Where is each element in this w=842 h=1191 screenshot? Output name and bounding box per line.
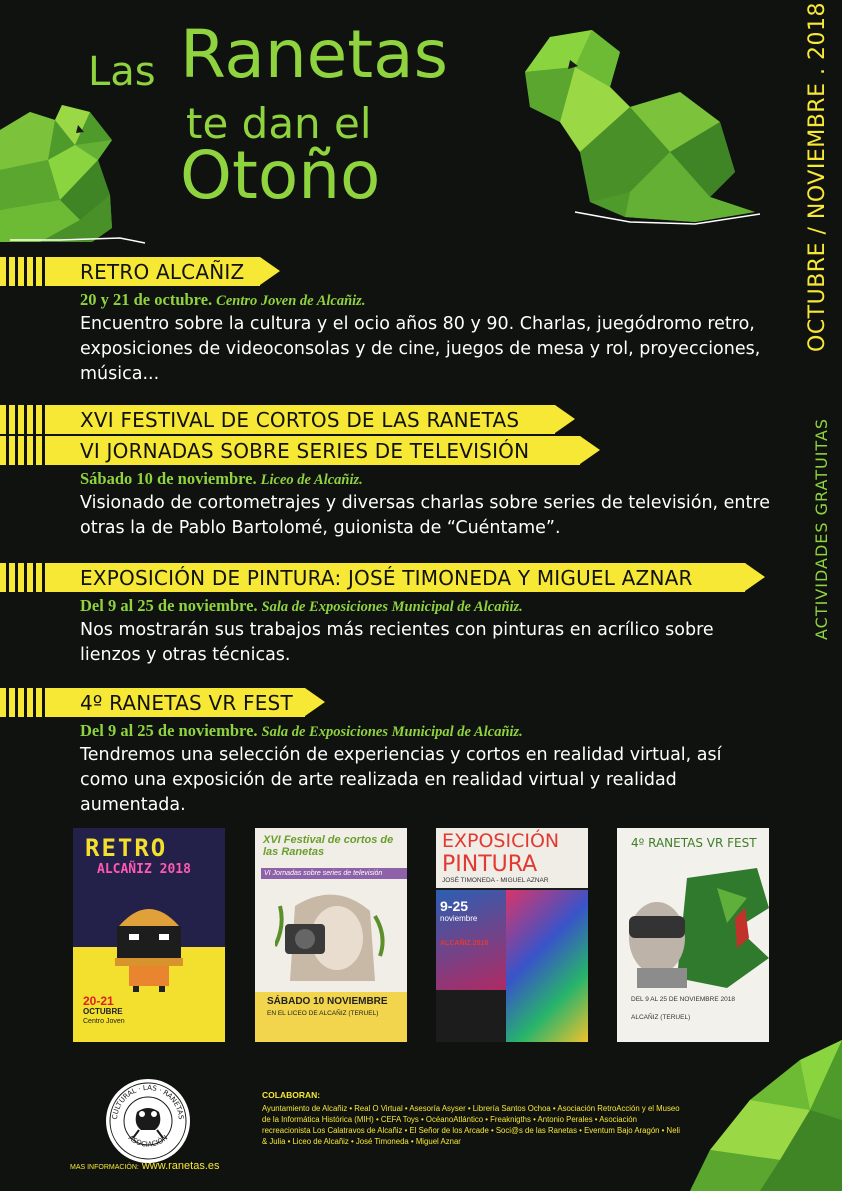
side-activities: ACTIVIDADES GRATUITAS bbox=[812, 417, 831, 640]
event-heading: RETRO ALCAÑIZ bbox=[80, 260, 245, 284]
event-banner bbox=[0, 257, 260, 286]
title-line3: Otoño bbox=[180, 137, 381, 214]
logo-text-top: CULTURAL · LAS · RANETAS bbox=[110, 1083, 186, 1120]
poster-vr-dates: DEL 9 AL 25 DE NOVIEMBRE 2018 bbox=[631, 996, 735, 1003]
poster-vr-title: 4º RANETAS VR FEST bbox=[631, 836, 757, 850]
poster-pintura-month: noviembre bbox=[440, 914, 478, 923]
event-date: Sábado 10 de noviembre. Liceo de Alcañiz. bbox=[80, 469, 363, 488]
colaboran-list: Ayuntamiento de Alcañiz • Real O Virtual • Asesoría Asyser • Librería Santos Ochoa • Asociación RetroAcción y el Museo de la Informática Histórica (MIH) • CEFA Toys • OcéanoAtlántico • Freaknigths • Antonio Perales • Asociación recreacionista Los Calatravos de Alcañiz • El Señor de los Arcade • Soci@s de las Ranetas • Eventum Bajo Aragón • Neli & Julia • Liceo de Alcañiz • José Timoneda • Miguel Aznar bbox=[262, 1104, 680, 1146]
more-info-label: MAS INFORMACIÓN: bbox=[70, 1164, 139, 1171]
poster-cortos-subtitle: VI Jornadas sobre series de televisión bbox=[261, 868, 407, 879]
event-place: Sala de Exposiciones Municipal de Alcañiz. bbox=[261, 724, 523, 740]
event-place: Liceo de Alcañiz. bbox=[260, 472, 363, 488]
event-banner bbox=[0, 436, 580, 465]
girl-camera-illustration bbox=[275, 886, 387, 986]
event-banner bbox=[0, 688, 305, 717]
poster-retro-date: 20-21 bbox=[83, 994, 114, 1008]
more-info bbox=[70, 1160, 220, 1172]
poster-vr-place: ALCAÑIZ (TERUEL) bbox=[631, 1014, 691, 1021]
website-link[interactable]: www.ranetas.es bbox=[141, 1160, 220, 1172]
poster-cortos-date: SÁBADO 10 NOVIEMBRE bbox=[267, 996, 388, 1007]
poster-cortos-title: XVI Festival de cortos de las Ranetas bbox=[263, 834, 394, 858]
ranetas-association-logo bbox=[105, 1078, 191, 1164]
burger-character-icon bbox=[111, 896, 187, 992]
poster-pintura-title: EXPOSICIÓN bbox=[442, 830, 560, 852]
poster-retro-title: RETRO bbox=[85, 834, 168, 862]
event-description: Nos mostrarán sus trabajos más recientes con pinturas en acrílico sobre lienzos y otras técnicas. bbox=[80, 620, 714, 665]
poster-pintura-place: ALCAÑIZ 2018 bbox=[440, 940, 489, 947]
frog-left-illustration bbox=[0, 100, 150, 245]
poster-retro-month: OCTUBRE bbox=[83, 1007, 123, 1016]
event-heading: 4º RANETAS VR FEST bbox=[80, 691, 293, 715]
frog-corner-illustration bbox=[690, 1040, 842, 1191]
poster-pintura-authors: JOSÉ TIMONEDA - MIGUEL AZNAR bbox=[442, 877, 549, 884]
poster-cortos-place: EN EL LICEO DE ALCAÑIZ (TERUEL) bbox=[267, 1010, 379, 1017]
title-ranetas: Ranetas bbox=[180, 16, 448, 93]
poster-retro bbox=[73, 828, 225, 1042]
poster-pintura bbox=[436, 828, 588, 1042]
event-heading: EXPOSICIÓN DE PINTURA: JOSÉ TIMONEDA Y MIGUEL AZNAR bbox=[80, 566, 693, 590]
vr-headset-man-illustration bbox=[617, 868, 769, 988]
poster-pintura-date: 9-25 bbox=[440, 898, 469, 914]
poster-cortos bbox=[255, 828, 407, 1042]
colaboran-heading: COLABORAN: bbox=[262, 1090, 321, 1100]
title-las: Las bbox=[88, 49, 156, 95]
event-place: Centro Joven de Alcañiz. bbox=[216, 293, 366, 309]
event-place: Sala de Exposiciones Municipal de Alcañiz. bbox=[261, 599, 523, 615]
event-banner bbox=[0, 563, 745, 592]
frog-right-illustration bbox=[520, 22, 760, 227]
event-banner bbox=[0, 405, 555, 434]
event-description: Tendremos una selección de experiencias y cortos en realidad virtual, así como una exposición de arte realizada en realidad virtual y realidad aumentada. bbox=[80, 745, 722, 815]
event-date: Del 9 al 25 de noviembre. Sala de Exposiciones Municipal de Alcañiz. bbox=[80, 596, 523, 615]
event-description: Encuentro sobre la cultura y el ocio años 80 y 90. Charlas, juegódromo retro, exposiciones de videoconsolas y de cine, juegos de mesa y rol, proyecciones, música... bbox=[80, 314, 761, 384]
event-description: Visionado de cortometrajes y diversas charlas sobre series de televisión, entre otras la de Pablo Bartolomé, guionista de “Cuéntame”. bbox=[80, 493, 770, 538]
poster-vr bbox=[617, 828, 769, 1042]
poster-retro-subtitle: ALCAÑIZ 2018 bbox=[97, 862, 191, 877]
title-line2: te dan el bbox=[186, 99, 372, 148]
logo-text-bottom: ASOCIACIÓN bbox=[126, 1133, 170, 1149]
event-heading: VI JORNADAS SOBRE SERIES DE TELEVISIÓN bbox=[80, 439, 530, 463]
event-heading: XVI FESTIVAL DE CORTOS DE LAS RANETAS bbox=[80, 408, 520, 432]
poster-pintura-title2: PINTURA bbox=[442, 852, 538, 877]
side-dates: OCTUBRE / NOVIEMBRE . 2018 bbox=[805, 2, 830, 352]
poster-retro-place: Centro Joven bbox=[83, 1018, 125, 1025]
event-date: Del 9 al 25 de noviembre. Sala de Exposiciones Municipal de Alcañiz. bbox=[80, 721, 523, 740]
event-date: 20 y 21 de octubre. Centro Joven de Alcañiz. bbox=[80, 290, 366, 309]
